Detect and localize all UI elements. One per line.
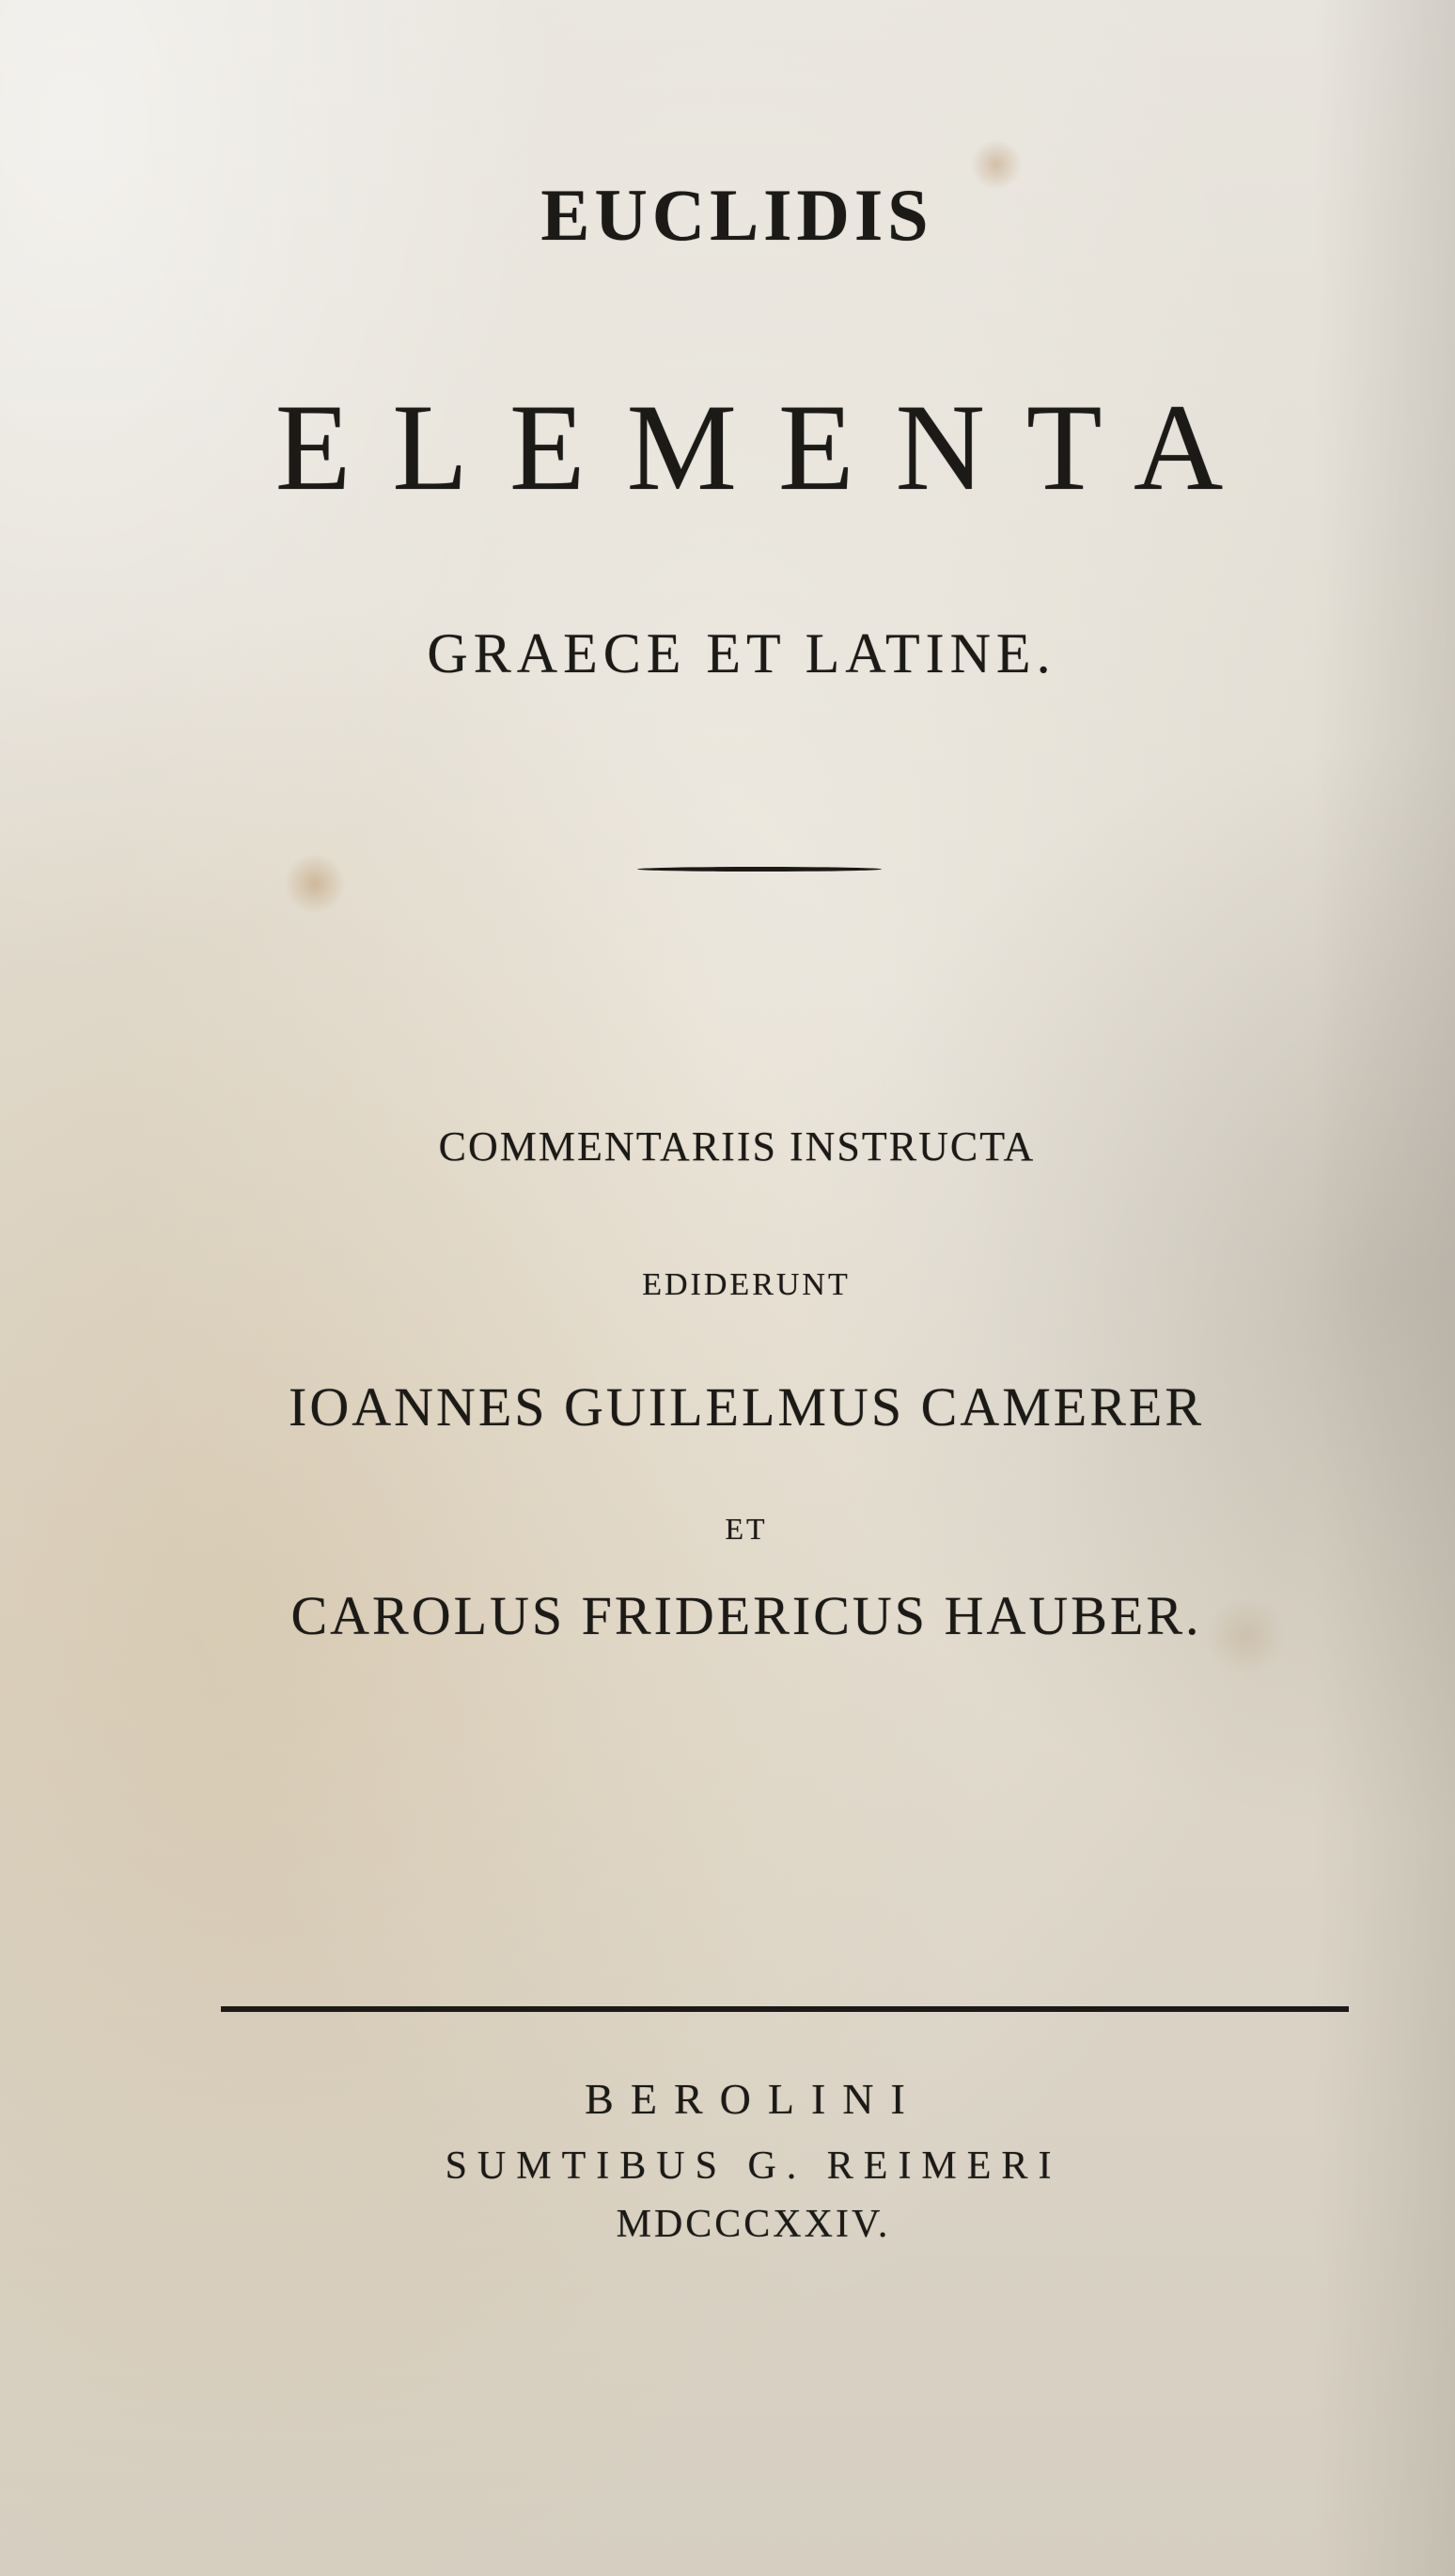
foxing-stain: [282, 856, 348, 912]
book-title: ELEMENTA: [274, 378, 1265, 516]
commentary-line: COMMENTARIIS INSTRUCTA: [438, 1123, 1036, 1170]
editor-1: IOANNES GUILELMUS CAMERER: [289, 1376, 1204, 1437]
author-heading: EUCLIDIS: [540, 174, 933, 256]
editor-2: CAROLUS FRIDERICUS HAUBER.: [290, 1585, 1202, 1646]
imprint-place: BEROLINI: [585, 2075, 922, 2123]
imprint-year: MDCCCXXIV.: [616, 2203, 891, 2246]
imprint-publisher: SUMTIBUS G. REIMERI: [445, 2144, 1062, 2188]
book-subtitle: GRAECE ET LATINE.: [427, 622, 1056, 684]
ornamental-rule: [637, 867, 882, 872]
ediderunt-line: EDIDERUNT: [642, 1267, 851, 1302]
conjunction: ET: [725, 1512, 768, 1546]
imprint-rule: [221, 2006, 1349, 2012]
